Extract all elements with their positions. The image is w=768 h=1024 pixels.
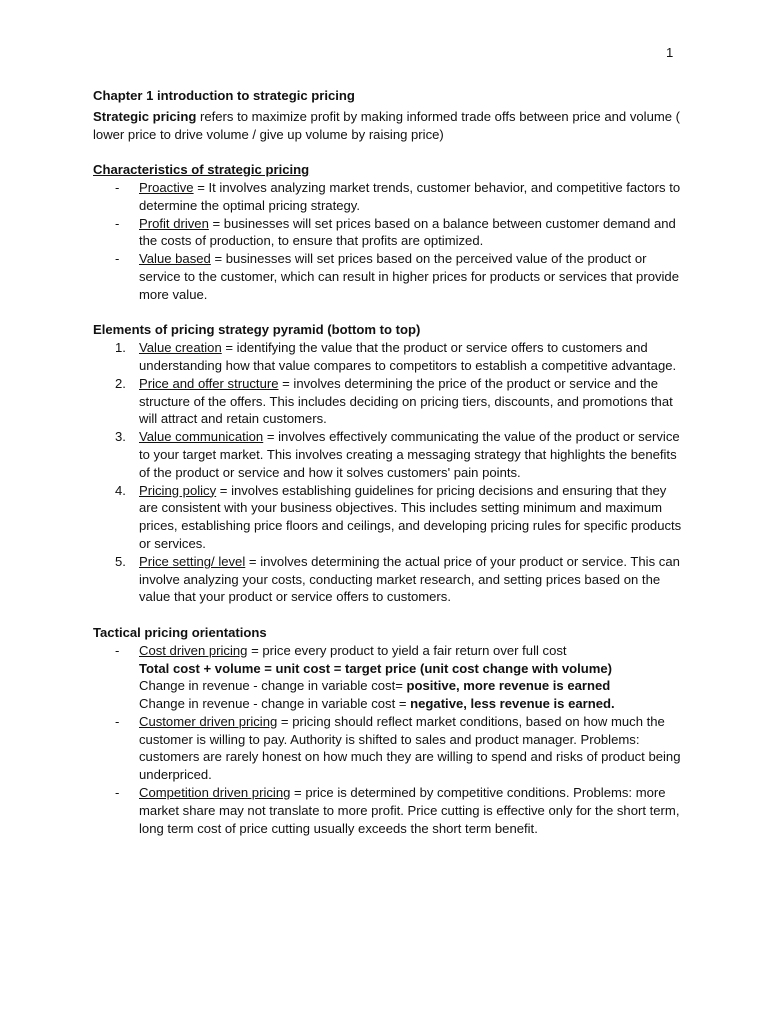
item-text: = identifying the value that the product or service offers to customers and understanding how that value compares to competitors to establish a competitive advantage. xyxy=(139,340,677,373)
list-marker: 5. xyxy=(115,553,126,569)
list-item xyxy=(93,375,683,428)
list-marker: - xyxy=(115,713,120,729)
item-text: = involves determining the actual price of your product or service. This can involve analyzing your costs, conducting market research, and setting prices based on the value that your product or service offers to customers. xyxy=(139,553,680,605)
list-item xyxy=(93,713,683,784)
tactical-heading: Tactical pricing orientations xyxy=(93,624,267,640)
item-term: Price and offer structure xyxy=(139,375,279,391)
item-text: = involves effectively communicating the value of the product or service to your target market. This involves creating a messaging strategy that highlights the benefits of the product or service and how it solves customers' pain points. xyxy=(139,429,680,480)
list-item xyxy=(93,784,683,837)
revenue-line-negative xyxy=(139,695,683,713)
list-marker: 4. xyxy=(115,482,126,498)
item-term: Competition driven pricing xyxy=(139,785,291,801)
document-body xyxy=(93,87,683,837)
definition-paragraph xyxy=(93,108,683,144)
list-marker: - xyxy=(115,251,120,267)
item-text: = price every product to yield a fair return over full cost xyxy=(247,642,567,658)
revenue-line-text: Change in revenue - change in variable cost= xyxy=(139,678,407,694)
list-marker: 3. xyxy=(115,429,126,445)
revenue-line-positive xyxy=(139,677,683,695)
chapter-title: Chapter 1 introduction to strategic pricing xyxy=(93,88,355,103)
item-text: = businesses will set prices based on the perceived value of the product or service to the customer, which can result in higher prices for products or services that provide more value. xyxy=(139,251,679,302)
list-marker: 1. xyxy=(115,340,126,356)
list-item xyxy=(93,642,683,713)
list-item xyxy=(93,179,683,215)
item-term: Customer driven pricing xyxy=(139,713,278,729)
cost-formula: Total cost + volume = unit cost = target price (unit cost change with volume) xyxy=(139,660,613,676)
page-number: 1 xyxy=(666,45,674,60)
characteristics-heading: Characteristics of strategic pricing xyxy=(93,162,310,178)
definition-term: Strategic pricing xyxy=(93,108,197,124)
list-item xyxy=(93,215,683,251)
pyramid-list xyxy=(93,339,683,606)
list-item xyxy=(93,339,683,375)
item-text: = It involves analyzing market trends, customer behavior, and competitive factors to determine the optimal pricing strategy. xyxy=(139,179,681,213)
list-marker: 2. xyxy=(115,375,126,391)
definition-text: refers to maximize profit by making informed trade offs between price and volume ( lower price to drive volume / give up volume by raising price) xyxy=(93,108,681,142)
item-term: Pricing policy xyxy=(139,482,217,498)
item-text: = involves determining the price of the product or service and the structure of the offers. This includes deciding on pricing tiers, discounts, and promotions that will attract and retain customers. xyxy=(139,375,673,427)
list-item xyxy=(93,250,683,303)
item-term: Value based xyxy=(139,251,211,267)
characteristics-list xyxy=(93,179,683,304)
list-marker: - xyxy=(115,215,120,231)
list-marker: - xyxy=(115,179,120,195)
item-term: Value creation xyxy=(139,340,222,356)
item-term: Profit driven xyxy=(139,215,209,231)
item-term: Value communication xyxy=(139,429,264,445)
item-text: = businesses will set prices based on a balance between customer demand and the costs of production, to ensure that profits are optimized. xyxy=(139,215,676,249)
item-term: Proactive xyxy=(139,179,194,195)
list-marker: - xyxy=(115,785,120,801)
item-text: = price is determined by competitive conditions. Problems: more market share may not translate to more profit. Price cutting is effective only for the short term, long term cost of price cutting usually exceeds the short term benefit. xyxy=(139,785,680,836)
revenue-line-text: Change in revenue - change in variable cost = xyxy=(139,696,411,712)
item-term: Price setting/ level xyxy=(139,553,246,569)
list-item xyxy=(93,553,683,606)
tactical-list xyxy=(93,642,683,838)
item-text: = pricing should reflect market conditions, based on how much the customer is willing to pay. Authority is shifted to sales and product manager. Problems: customers are rarely honest on how much they are willing to spend and risks of product being underpriced. xyxy=(139,713,681,783)
revenue-line-result: negative, less revenue is earned. xyxy=(410,696,615,712)
list-marker: - xyxy=(115,642,120,658)
list-item xyxy=(93,428,683,481)
pyramid-heading: Elements of pricing strategy pyramid (bottom to top) xyxy=(93,322,421,338)
item-text: = involves establishing guidelines for pricing decisions and ensuring that they are consistent with your business objectives. This includes setting minimum and maximum prices, establishing price floors and ceilings, and developing pricing rules for specific products or services. xyxy=(139,482,682,551)
revenue-line-result: positive, more revenue is earned xyxy=(406,678,611,694)
list-item xyxy=(93,482,683,553)
item-term: Cost driven pricing xyxy=(139,642,248,658)
